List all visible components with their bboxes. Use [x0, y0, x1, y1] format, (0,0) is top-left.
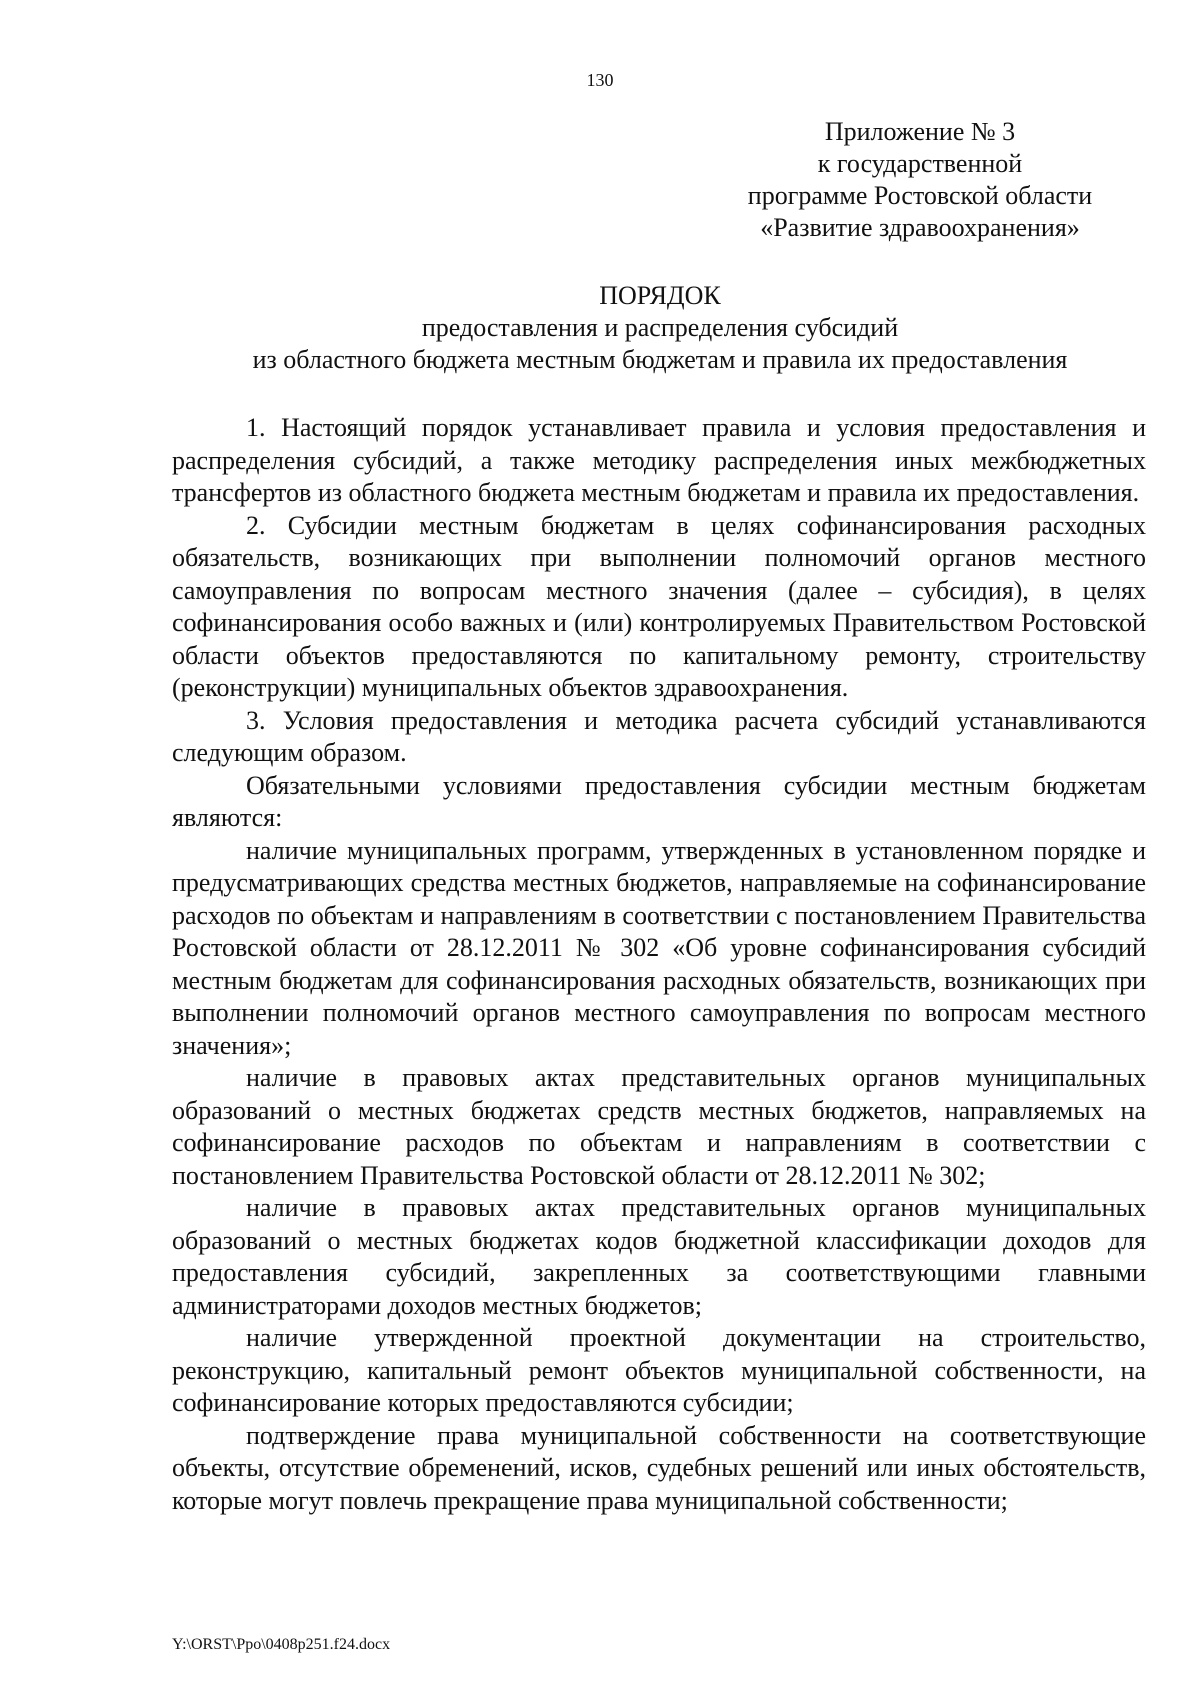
paragraph-2: 2. Субсидии местным бюджетам в целях софинансирования расходных обязательств, возникающих при выполнении полномочий органов местного самоуправления по вопросам местного значения (далее – субсидия), в целях софинансирования особо важных и (или) контролируемых Правительством Ростовской области объектов предоставляются по капитальному ремонту, строительству (реконструкции) муниципальных объектов здравоохранения.	[172, 510, 1146, 702]
paragraph-9: подтверждение права муниципальной собственности на соответствующие объекты, отсутствие обременений, исков, судебных решений или иных обстоятельств, которые могут повлечь прекращение права муниципальной собственности;	[172, 1420, 1146, 1515]
paragraph-4: Обязательными условиями предоставления субсидии местным бюджетам являются:	[172, 770, 1146, 832]
paragraph-8: наличие утвержденной проектной документации на строительство, реконструкцию, капитальный ремонт объектов муниципальной собственности, на софинансирование которых предоставляются субсидии;	[172, 1323, 1146, 1417]
paragraph-1: 1. Настоящий порядок устанавливает правила и условия предоставления и распределения субсидий, а также методику распределения иных межбюджетных трансфертов из областного бюджета местным бюджетам и правила их предоставления.	[172, 413, 1146, 507]
page-number: 130	[586, 70, 614, 90]
paragraph-7: наличие в правовых актах представительных органов муниципальных образований о местных бюджетах кодов бюджетной классификации доходов для предоставления субсидий, закрепленных за соответствующими главными администраторами доходов местных бюджетов;	[172, 1193, 1146, 1320]
title-heading: ПОРЯДОК	[599, 281, 721, 310]
paragraph-6: наличие в правовых актах представительных органов муниципальных образований о местных бюджетах средств местных бюджетов, направляемых на софинансирование расходов по объектам и направлениям в соответствии с постановлением Правительства Ростовской области от 28.12.2011 № 302;	[172, 1063, 1146, 1190]
appendix-line-2: к государственной	[817, 149, 1023, 178]
document-body	[172, 412, 1146, 1517]
footer-file-path: Y:\ORST\Ppo\0408p251.f24.docx	[172, 1636, 391, 1653]
appendix-line-3: программе Ростовской области	[747, 181, 1093, 210]
appendix-line-1: Приложение № 3	[824, 117, 1016, 146]
title-subtitle-1: предоставления и распределения субсидий	[421, 313, 899, 342]
paragraph-3: 3. Условия предоставления и методика расчета субсидий устанавливаются следующим образом.	[172, 705, 1146, 767]
document-title	[170, 280, 1150, 376]
title-subtitle-2: из областного бюджета местным бюджетам и правила их предоставления	[252, 345, 1068, 374]
appendix-header	[700, 116, 1140, 244]
appendix-line-4: «Развитие здравоохранения»	[760, 213, 1080, 242]
paragraph-5: наличие муниципальных программ, утвержденных в установленном порядке и предусматривающих средства местных бюджетов, направляемые на софинансирование расходов по объектам и направлениям в соответствии с постановлением Правительства Ростовской области от 28.12.2011 № 302 «Об уровне софинансирования субсидий местным бюджетам для софинансирования расходных обязательств, возникающих при выполнении полномочий органов местного самоуправления по вопросам местного значения»;	[172, 835, 1146, 1060]
